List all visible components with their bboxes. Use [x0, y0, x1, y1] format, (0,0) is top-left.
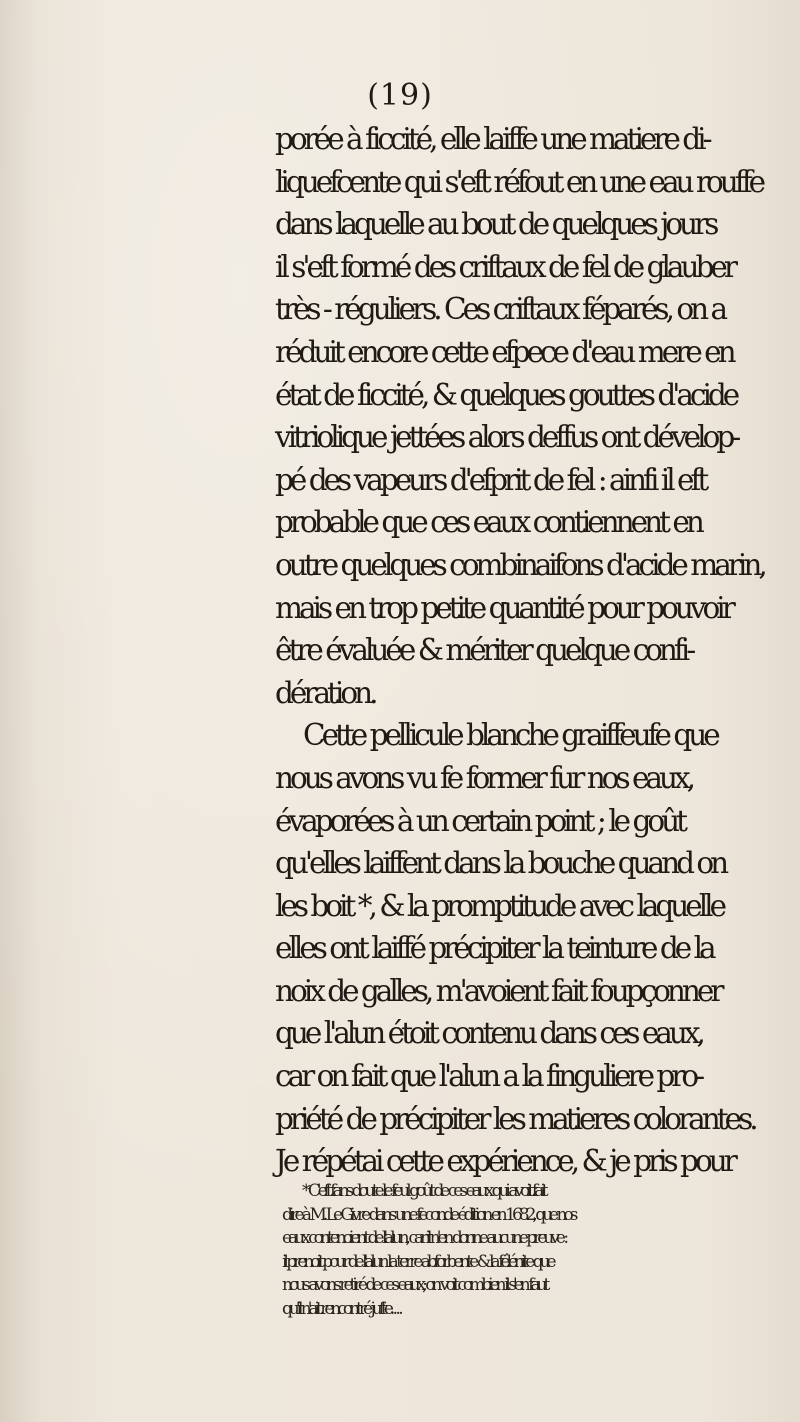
- text-line: réduit encore cette efpece d'eau mere en: [275, 334, 733, 369]
- main-text: [275, 118, 800, 1183]
- text-line: outre quelques combinaifons d'acide marin,: [275, 547, 764, 582]
- text-line: probable que ces eaux contiennent en: [275, 505, 701, 540]
- text-line: dération.: [275, 675, 375, 710]
- text-line: état de ficcité, & quelques gouttes d'acide: [275, 377, 737, 412]
- paragraph-start-line: Cette pellicule blanche graiffeufe que: [303, 718, 717, 753]
- text-line: évaporées à un certain point ; le goût: [275, 803, 684, 838]
- page-number: (19): [367, 78, 433, 113]
- text-line: que l'alun étoit contenu dans ces eaux,: [275, 1016, 702, 1051]
- text-line: les boit *, & la promptitude avec laquelle: [275, 888, 724, 923]
- footnote: [282, 1180, 800, 1321]
- text-line: porée à ficcité, elle laiffe une matiere di-: [275, 122, 709, 156]
- text-line: nous avons vu fe former fur nos eaux,: [275, 760, 693, 795]
- text-line: Je répétai cette expérience, & je pris pour: [275, 1144, 734, 1179]
- text-line: pé des vapeurs d'efprit de fel : ainfi il eft: [275, 462, 706, 497]
- text-line: car on fait que l'alun a la finguliere pro-: [275, 1059, 702, 1094]
- footnote-line: eaux contenoient de l'alun, car il n'en donne aucune preuve :: [282, 1228, 566, 1248]
- text-line: il s'eft formé des criftaux de fel de glauber: [275, 249, 734, 284]
- footnote-line: * C'eft fans doute le feul goût de ces eaux qui avoit fait: [302, 1181, 545, 1201]
- footnote-line: qu'il n'ait rencontré jufte. . . .: [282, 1298, 400, 1319]
- text-line: qu'elles laiffent dans la bouche quand on: [275, 846, 726, 881]
- text-line: très - réguliers. Ces criftaux féparés, on a: [275, 292, 725, 327]
- text-line: dans laquelle au bout de quelques jours: [275, 207, 716, 242]
- footnote-line: dire à M. Le Givre dans une feconde édition en 1682, que nos: [282, 1204, 575, 1225]
- footnote-line: il prenoit pour de l'alun la terre abforbente & la félénite que: [282, 1251, 553, 1272]
- footnote-line: nous avons retiré de ces eaux; on voit combien il s'en faut: [282, 1275, 547, 1295]
- text-line: être évaluée & mériter quelque confi-: [275, 633, 693, 668]
- text-line: mais en trop petite quantité pour pouvoir: [275, 590, 732, 625]
- text-line: priété de précipiter les matieres colorantes.: [275, 1101, 755, 1136]
- text-line: vitriolique jettées alors deffus ont dévelop-: [275, 420, 738, 455]
- text-line: liquefcente qui s'eft réfout en une eau rouffe: [275, 164, 763, 199]
- text-line: elles ont laiffé précipiter la teinture de la: [275, 931, 713, 966]
- text-line: noix de galles, m'avoient fait foupçonner: [275, 973, 721, 1008]
